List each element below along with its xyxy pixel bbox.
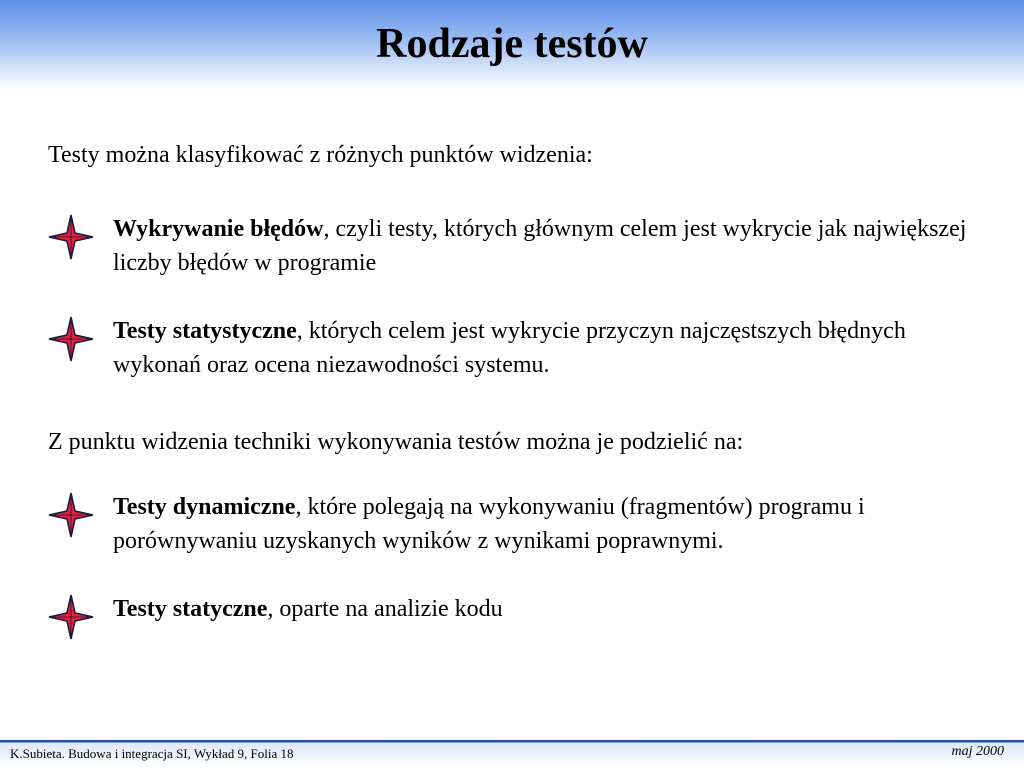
four-point-star-icon	[48, 214, 94, 260]
slide-header	[0, 0, 1024, 90]
list-item-description: , których celem jest wykrycie przyczyn najczęstszych błędnych wykonań oraz ocena niezawodności systemu.	[113, 318, 906, 378]
list-item-description: , które polegają na wykonywaniu (fragmentów) programu i porównywaniu uzyskanych wyników z wynikami poprawnymi.	[113, 494, 865, 554]
list-item-text	[113, 592, 998, 626]
list-item-text	[113, 314, 998, 382]
list-item-term: Testy statystyczne	[113, 318, 297, 344]
footer-date: maj 2000	[951, 744, 1004, 759]
list-item-term: Wykrywanie błędów	[113, 216, 324, 242]
list-item-description: , czyli testy, których głównym celem jest wykrycie jak największej liczby błędów w programie	[113, 216, 967, 276]
list-item-text	[113, 212, 998, 280]
intro-paragraph-1: Testy można klasyfikować z różnych punktów widzenia:	[48, 142, 593, 168]
list-item-text	[113, 490, 998, 558]
slide-title: Rodzaje testów	[376, 21, 648, 67]
list-item	[48, 592, 998, 662]
footer-source: K.Subieta. Budowa i integracja SI, Wykład 9, Folia 18	[10, 746, 294, 761]
four-point-star-icon	[48, 594, 94, 640]
list-item	[48, 212, 998, 282]
intro-paragraph-2: Z punktu widzenia techniki wykonywania testów można je podzielić na:	[48, 429, 744, 455]
list-item-term: Testy dynamiczne	[113, 494, 296, 520]
four-point-star-icon	[48, 492, 94, 538]
list-item	[48, 314, 998, 384]
list-item-description: , oparte na analizie kodu	[267, 596, 503, 622]
slide-footer	[0, 740, 1024, 768]
four-point-star-icon	[48, 316, 94, 362]
list-item	[48, 490, 998, 560]
list-item-term: Testy statyczne	[113, 596, 268, 622]
